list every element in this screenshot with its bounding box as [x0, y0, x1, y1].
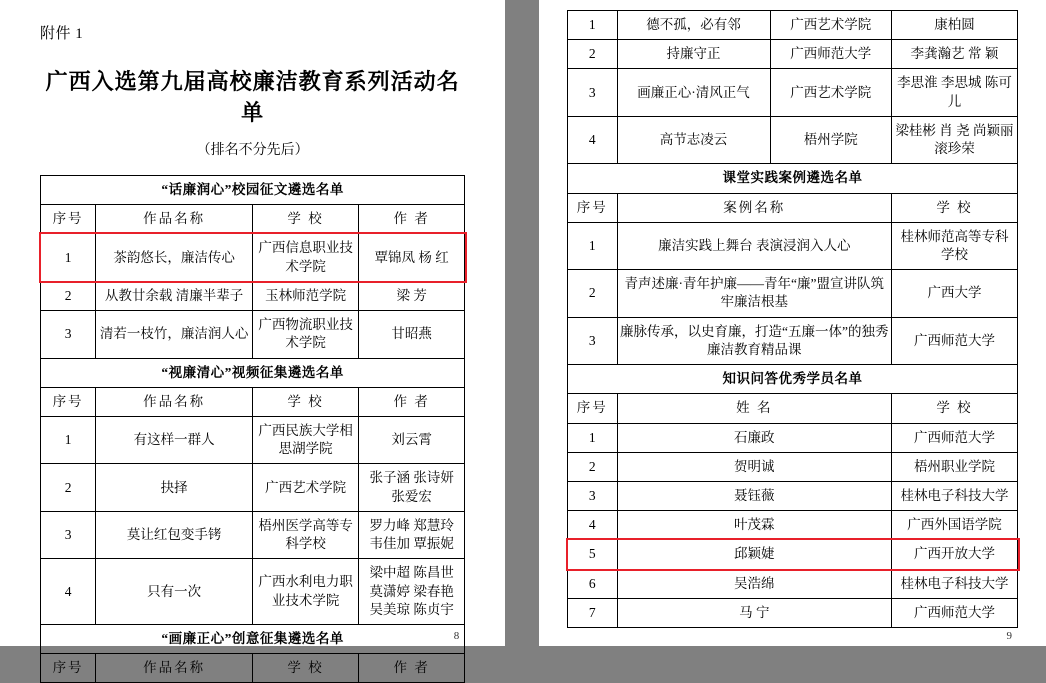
cell-author: 梁 芳	[359, 281, 465, 310]
cell-school: 广西师范大学	[892, 598, 1018, 627]
column-header-index: 序号	[41, 387, 96, 416]
cell-school: 梧州医学高等专科学校	[253, 511, 359, 558]
cell-index: 1	[568, 423, 617, 452]
cell-author: 李思淮 李思城 陈可儿	[892, 69, 1018, 116]
cell-author: 李龚瀚艺 常 颖	[892, 40, 1018, 69]
cell-name: 贺明诚	[617, 452, 891, 481]
cell-school: 广西艺术学院	[770, 11, 891, 40]
column-header-index: 序号	[41, 654, 96, 683]
column-header-school: 学 校	[892, 193, 1018, 222]
cell-school: 桂林师范高等专科学校	[892, 222, 1018, 269]
cell-index: 2	[568, 452, 617, 481]
column-header-index: 序号	[568, 394, 617, 423]
cell-work: 持廉守正	[617, 40, 770, 69]
cell-index: 4	[568, 116, 617, 163]
column-header-school: 学 校	[253, 654, 359, 683]
section-title: “话廉润心”校园征文遴选名单	[41, 176, 465, 205]
cell-work: 画廉正心·清风正气	[617, 69, 770, 116]
page-number-left: 8	[453, 630, 460, 642]
cell-index: 1	[568, 11, 617, 40]
cell-index: 2	[568, 270, 617, 317]
page-title: 广西入选第九届高校廉洁教育系列活动名单	[45, 69, 460, 125]
table-row	[568, 540, 1018, 569]
cell-name: 聂钰薇	[617, 481, 891, 510]
cell-author: 刘云霄	[359, 416, 465, 463]
column-header-author: 作 者	[359, 387, 465, 416]
cell-school: 桂林电子科技大学	[892, 569, 1018, 598]
table-row	[41, 281, 465, 310]
cell-name: 石廉政	[617, 423, 891, 452]
table-left	[40, 175, 465, 683]
cell-work: 茶韵悠长，廉洁传心	[96, 234, 253, 281]
cell-school: 桂林电子科技大学	[892, 481, 1018, 510]
table-row	[568, 598, 1018, 627]
cell-index: 3	[41, 511, 96, 558]
table-row	[568, 270, 1018, 317]
table-header-row	[568, 394, 1018, 423]
cell-school: 广西民族大学相思湖学院	[253, 416, 359, 463]
cell-work: 莫让红包变手铐	[96, 511, 253, 558]
cell-index: 3	[41, 311, 96, 358]
column-header-index: 序号	[41, 205, 96, 234]
cell-author: 覃锦凤 杨 红	[359, 234, 465, 281]
cell-work: 只有一次	[96, 559, 253, 625]
table-row	[568, 69, 1018, 116]
cell-school: 梧州职业学院	[892, 452, 1018, 481]
table-row	[41, 511, 465, 558]
cell-work: 抉择	[96, 464, 253, 511]
cell-author: 康柏圆	[892, 11, 1018, 40]
cell-school: 广西水利电力职业技术学院	[253, 559, 359, 625]
table-header-row	[41, 205, 465, 234]
cell-index: 1	[41, 234, 96, 281]
column-header-school: 学 校	[253, 205, 359, 234]
cell-name: 马 宁	[617, 598, 891, 627]
cell-work: 高节志凌云	[617, 116, 770, 163]
table-header-row	[41, 387, 465, 416]
table-row	[41, 416, 465, 463]
table-section-header-row	[568, 164, 1018, 193]
cell-school: 广西信息职业技术学院	[253, 234, 359, 281]
cell-work: 从教廿余载 清廉半辈子	[96, 281, 253, 310]
section-title: 知识问答优秀学员名单	[568, 365, 1018, 394]
cell-author: 梁桂彬 肖 尧 尚颖丽 滚珍荣	[892, 116, 1018, 163]
cell-index: 6	[568, 569, 617, 598]
cell-author: 罗力峰 郑慧玲 韦佳加 覃振妮	[359, 511, 465, 558]
table-row	[568, 317, 1018, 364]
document-page-left	[0, 0, 505, 676]
cell-school: 广西艺术学院	[253, 464, 359, 511]
cell-index: 1	[41, 416, 96, 463]
cell-school: 玉林师范学院	[253, 281, 359, 310]
cell-author: 张子涵 张诗妍 张爱宏	[359, 464, 465, 511]
cell-index: 7	[568, 598, 617, 627]
page-gutter	[515, 0, 529, 646]
table-row	[568, 40, 1018, 69]
cell-school: 广西开放大学	[892, 540, 1018, 569]
cell-school: 广西师范大学	[770, 40, 891, 69]
column-header-work: 作品名称	[96, 205, 253, 234]
column-header-school: 学 校	[892, 394, 1018, 423]
table-row	[41, 464, 465, 511]
cell-case: 廉脉传承，以史育廉，打造“五廉一体”的独秀廉洁教育精品课	[617, 317, 891, 364]
cell-case: 青声述廉·青年护廉——青年“廉”盟宣讲队筑牢廉洁根基	[617, 270, 891, 317]
cell-work: 清若一枝竹，廉洁润人心	[96, 311, 253, 358]
cell-author: 梁中超 陈昌世 莫潇婷 梁春艳 吴美琼 陈贞宇	[359, 559, 465, 625]
table-section-header-row	[41, 358, 465, 387]
section-title: 课堂实践案例遴选名单	[568, 164, 1018, 193]
cell-school: 广西物流职业技术学院	[253, 311, 359, 358]
column-header-author: 作 者	[359, 205, 465, 234]
column-header-case: 案例名称	[617, 193, 891, 222]
table-section-header-row	[568, 365, 1018, 394]
cell-author: 甘昭燕	[359, 311, 465, 358]
cell-school: 广西艺术学院	[770, 69, 891, 116]
table-row	[568, 423, 1018, 452]
cell-case: 廉洁实践上舞台 表演浸润入人心	[617, 222, 891, 269]
table-header-row	[568, 193, 1018, 222]
table-row	[568, 481, 1018, 510]
cell-work: 有这样一群人	[96, 416, 253, 463]
document-page-right	[539, 0, 1046, 646]
cell-index: 3	[568, 69, 617, 116]
cell-school: 广西外国语学院	[892, 511, 1018, 540]
table-row	[568, 11, 1018, 40]
cell-name: 叶茂霖	[617, 511, 891, 540]
table-section-header-row	[41, 176, 465, 205]
attachment-label: 附件 1	[40, 26, 84, 42]
cell-index: 3	[568, 317, 617, 364]
table-section-header-row	[41, 624, 465, 653]
cell-index: 2	[568, 40, 617, 69]
table-row	[568, 452, 1018, 481]
cell-school: 广西师范大学	[892, 423, 1018, 452]
cell-name: 邱颖婕	[617, 540, 891, 569]
table-header-row	[41, 654, 465, 683]
table-row	[41, 311, 465, 358]
page-subtitle: （排名不分先后）	[196, 143, 309, 158]
column-header-work: 作品名称	[96, 654, 253, 683]
cell-index: 1	[568, 222, 617, 269]
cell-school: 广西师范大学	[892, 317, 1018, 364]
table-row	[41, 234, 465, 281]
table-row	[41, 559, 465, 625]
cell-index: 4	[41, 559, 96, 625]
column-header-index: 序号	[568, 193, 617, 222]
cell-work: 德不孤，必有邻	[617, 11, 770, 40]
section-title: “视廉清心”视频征集遴选名单	[41, 358, 465, 387]
cell-index: 5	[568, 540, 617, 569]
table-row	[568, 222, 1018, 269]
cell-name: 吴浩绵	[617, 569, 891, 598]
table-row	[568, 511, 1018, 540]
cell-index: 4	[568, 511, 617, 540]
column-header-school: 学 校	[253, 387, 359, 416]
page-number-right: 9	[1006, 630, 1012, 642]
column-header-work: 作品名称	[96, 387, 253, 416]
cell-index: 2	[41, 281, 96, 310]
cell-index: 2	[41, 464, 96, 511]
cell-school: 广西大学	[892, 270, 1018, 317]
table-row	[568, 116, 1018, 163]
column-header-name: 姓 名	[617, 394, 891, 423]
column-header-author: 作 者	[359, 654, 465, 683]
table-row	[568, 569, 1018, 598]
cell-index: 3	[568, 481, 617, 510]
cell-school: 梧州学院	[770, 116, 891, 163]
section-title: “画廉正心”创意征集遴选名单	[41, 624, 465, 653]
table-right	[567, 10, 1018, 628]
